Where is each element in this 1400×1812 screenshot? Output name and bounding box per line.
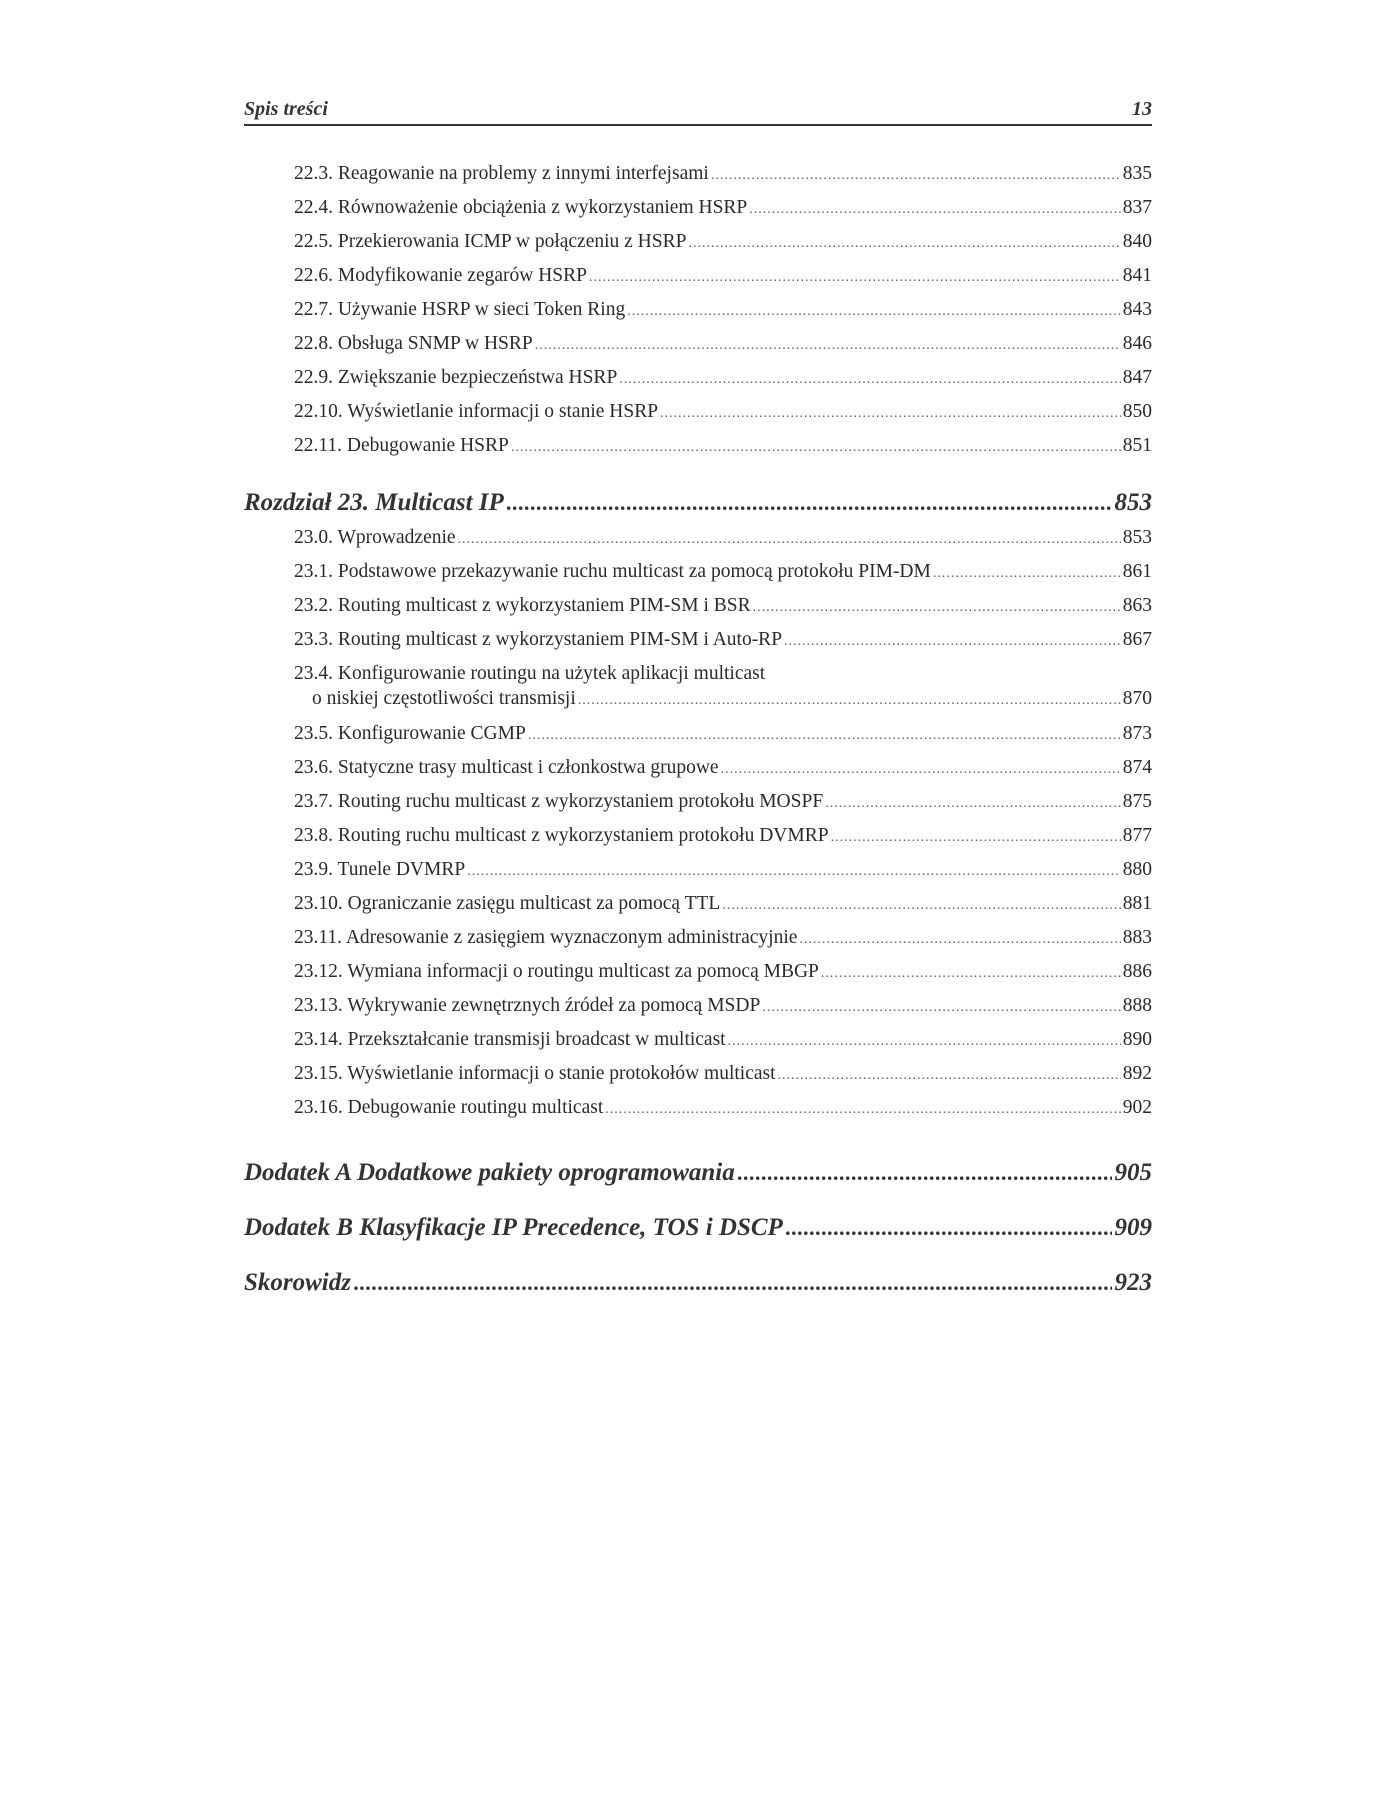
running-header <box>244 98 1152 126</box>
toc-entry[interactable] <box>294 756 1152 782</box>
toc-entry-title: 22.11. Debugowanie HSRP <box>294 435 509 456</box>
toc-entry-title: 22.7. Używanie HSRP w sieci Token Ring <box>294 299 626 320</box>
toc-entry-page: 875 <box>1122 791 1152 812</box>
toc-entry-page: 863 <box>1122 595 1152 616</box>
toc-entry-page: 886 <box>1122 961 1152 982</box>
appendix-page: 905 <box>1114 1159 1152 1186</box>
toc-entry-page: 892 <box>1122 1063 1152 1084</box>
toc-entry[interactable] <box>294 1028 1152 1054</box>
toc-entry[interactable] <box>294 994 1152 1020</box>
toc-entry-title: 23.14. Przekształcanie transmisji broadcast w multicast <box>294 1029 726 1050</box>
toc-entry-title: 23.6. Statyczne trasy multicast i członkostwa grupowe <box>294 757 719 778</box>
toc-entry-page: 881 <box>1122 893 1152 914</box>
toc-entry[interactable] <box>294 298 1152 324</box>
toc-entry-page: 861 <box>1122 561 1152 582</box>
chapter-heading[interactable] <box>244 488 1152 518</box>
toc-entry-title: 23.8. Routing ruchu multicast z wykorzystaniem protokołu DVMRP <box>294 825 829 846</box>
toc-entry[interactable] <box>294 722 1152 748</box>
toc-entry[interactable] <box>294 230 1152 256</box>
index-title: Skorowidz <box>244 1269 351 1296</box>
toc-entry-page: 873 <box>1122 723 1152 744</box>
toc-entry[interactable] <box>294 892 1152 918</box>
toc-entry[interactable] <box>294 1062 1152 1088</box>
toc-entry[interactable] <box>294 526 1152 552</box>
dot-leader <box>738 1158 1112 1188</box>
appendix-title: Dodatek A Dodatkowe pakiety oprogramowania <box>244 1159 735 1186</box>
dot-leader <box>605 1098 1121 1122</box>
toc-entry-page: 835 <box>1122 163 1152 184</box>
toc-entry-title: 22.3. Reagowanie na problemy z innymi interfejsami <box>294 163 709 184</box>
toc-entry-title: 22.10. Wyświetlanie informacji o stanie HSRP <box>294 401 659 422</box>
toc-entry-title: 22.6. Modyfikowanie zegarów HSRP <box>294 265 588 286</box>
dot-leader <box>728 1030 1121 1054</box>
dot-leader <box>762 996 1120 1020</box>
dot-leader <box>511 436 1121 460</box>
appendix-title: Dodatek B Klasyfikacje IP Precedence, TOS i DSCP <box>244 1214 783 1241</box>
toc-entry[interactable] <box>294 926 1152 952</box>
toc-entry[interactable] <box>294 594 1152 620</box>
appendix-heading[interactable] <box>244 1158 1152 1188</box>
toc-entry[interactable] <box>294 332 1152 358</box>
dot-leader <box>619 368 1120 392</box>
toc-entry-page: 841 <box>1122 265 1152 286</box>
dot-leader <box>711 164 1121 188</box>
dot-leader <box>799 928 1120 952</box>
dot-leader <box>528 724 1121 748</box>
toc-entry-page: 840 <box>1122 231 1152 252</box>
dot-leader <box>627 300 1121 324</box>
toc-entry[interactable] <box>294 264 1152 290</box>
toc-entry-page: 843 <box>1122 299 1152 320</box>
toc-entry[interactable] <box>294 824 1152 850</box>
dot-leader <box>721 758 1121 782</box>
dot-leader <box>578 688 1121 714</box>
toc-entry-page: 851 <box>1122 435 1152 456</box>
toc-entry[interactable] <box>294 960 1152 986</box>
toc-entry-title: 23.15. Wyświetlanie informacji o stanie protokołów multicast <box>294 1063 776 1084</box>
toc-entry-title: 23.2. Routing multicast z wykorzystaniem PIM-SM i BSR <box>294 595 751 616</box>
toc-entry-title: 22.5. Przekierowania ICMP w połączeniu z HSRP <box>294 231 687 252</box>
toc-entry-title: 23.0. Wprowadzenie <box>294 527 456 548</box>
toc-entry-title: 23.10. Ograniczanie zasięgu multicast za pomocą TTL <box>294 893 721 914</box>
dot-leader <box>660 402 1121 426</box>
dot-leader <box>778 1064 1121 1088</box>
chapter-page: 853 <box>1114 489 1152 516</box>
dot-leader <box>354 1268 1112 1298</box>
dot-leader <box>467 860 1121 884</box>
toc-entry-title: 23.12. Wymiana informacji o routingu multicast za pomocą MBGP <box>294 961 819 982</box>
toc-entry[interactable] <box>294 628 1152 654</box>
toc-entry[interactable] <box>294 400 1152 426</box>
index-heading[interactable] <box>244 1268 1152 1298</box>
toc-entry[interactable] <box>294 790 1152 816</box>
toc-entry-page: 902 <box>1122 1097 1152 1118</box>
dot-leader <box>753 596 1121 620</box>
toc-entry-title: 23.13. Wykrywanie zewnętrznych źródeł za pomocą MSDP <box>294 995 761 1016</box>
appendix-page: 909 <box>1114 1214 1152 1241</box>
dot-leader <box>507 488 1112 518</box>
toc-entry-page: 837 <box>1122 197 1152 218</box>
toc-entry[interactable] <box>294 434 1152 460</box>
dot-leader <box>688 232 1120 256</box>
toc-entry-page: 883 <box>1122 927 1152 948</box>
toc-entry-title: 23.16. Debugowanie routingu multicast <box>294 1097 604 1118</box>
dot-leader <box>825 792 1121 816</box>
toc-entry-title: 22.8. Obsługa SNMP w HSRP <box>294 333 533 354</box>
toc-entry-title: 23.3. Routing multicast z wykorzystaniem PIM-SM i Auto-RP <box>294 629 783 650</box>
toc-entry-page: 874 <box>1122 757 1152 778</box>
toc-entry[interactable] <box>294 1096 1152 1122</box>
dot-leader <box>784 630 1121 654</box>
toc-entry-title: 23.1. Podstawowe przekazywanie ruchu multicast za pomocą protokołu PIM-DM <box>294 561 931 582</box>
header-page-number: 13 <box>1132 98 1152 120</box>
toc-entry-title: 22.9. Zwiększanie bezpieczeństwa HSRP <box>294 367 618 388</box>
toc-entry[interactable] <box>294 858 1152 884</box>
toc-entry[interactable] <box>294 560 1152 586</box>
dot-leader <box>831 826 1121 850</box>
toc-entry-page: 880 <box>1122 859 1152 880</box>
toc-entry-page: 850 <box>1122 401 1152 422</box>
dot-leader <box>821 962 1121 986</box>
toc-entry-page: 847 <box>1122 367 1152 388</box>
toc-entry[interactable] <box>294 162 1152 188</box>
dot-leader <box>749 198 1120 222</box>
toc-entry-page: 888 <box>1122 995 1152 1016</box>
toc-entry-page: 853 <box>1122 527 1152 548</box>
dot-leader <box>722 894 1120 918</box>
toc-entry-page: 890 <box>1122 1029 1152 1050</box>
toc-entry-title: 23.5. Konfigurowanie CGMP <box>294 723 526 744</box>
toc-entry-title: 23.7. Routing ruchu multicast z wykorzystaniem protokołu MOSPF <box>294 791 824 812</box>
toc-entry[interactable] <box>294 196 1152 222</box>
dot-leader <box>458 528 1121 552</box>
dot-leader <box>589 266 1121 290</box>
toc-entry-title: 23.11. Adresowanie z zasięgiem wyznaczonym administracyjnie <box>294 927 798 948</box>
toc-entry-page: 867 <box>1122 629 1152 650</box>
appendix-heading[interactable] <box>244 1213 1152 1243</box>
toc-entry-title: 23.9. Tunele DVMRP <box>294 859 466 880</box>
dot-leader <box>786 1213 1112 1243</box>
toc-entry-page: 846 <box>1122 333 1152 354</box>
toc-entry-title: 23.4. Konfigurowanie routingu na użytek aplikacji multicast <box>294 663 766 684</box>
toc-entry-page: 870 <box>1122 688 1152 709</box>
toc-entry[interactable] <box>294 662 1152 714</box>
toc-entry[interactable] <box>294 366 1152 392</box>
dot-leader <box>535 334 1121 358</box>
toc-entry-title-continued: o niskiej częstotliwości transmisji <box>312 688 576 709</box>
index-page: 923 <box>1114 1269 1152 1296</box>
dot-leader <box>933 562 1121 586</box>
header-title: Spis treści <box>244 98 328 120</box>
toc-entry-page: 877 <box>1122 825 1152 846</box>
toc-entry-title: 22.4. Równoważenie obciążenia z wykorzystaniem HSRP <box>294 197 748 218</box>
chapter-title: Rozdział 23. Multicast IP <box>244 489 504 516</box>
